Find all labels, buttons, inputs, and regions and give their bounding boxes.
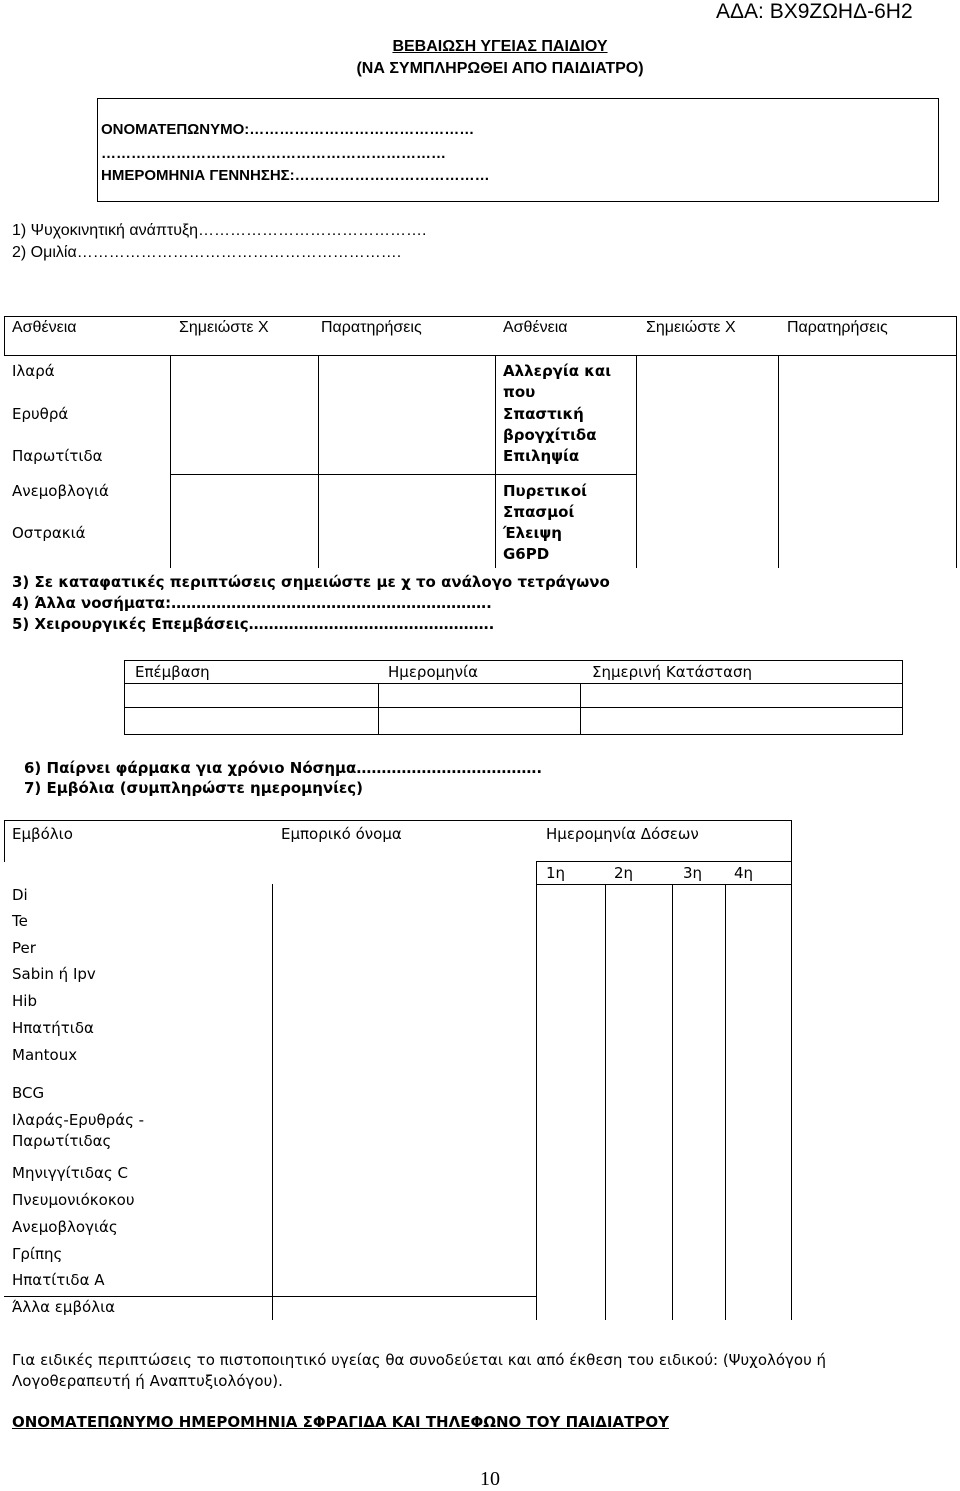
disease-chickenpox: Ανεμοβλογιά [12, 482, 109, 500]
disease-allergy: Αλλεργία και [503, 362, 612, 380]
pediatrician-signature-line: ΟΝΟΜΑΤΕΠΩΝΥΜΟ ΗΜΕΡΟΜΗΝΙΑ ΣΦΡΑΓΙΔΑ ΚΑΙ ΤΗΛΕΦΩΝΟ ΤΟΥ ΠΑΙΔΙΑΤΡΟΥ [12, 1413, 669, 1431]
page-number: 10 [480, 1468, 500, 1490]
disease-deficiency: Έλειψη [503, 524, 562, 542]
item-mark-instructions: 3) Σε καταφατικές περιπτώσεις σημειώστε με χ το ανάλογο τετράγωνο [12, 573, 610, 591]
title-line-2: (ΝΑ ΣΥΜΠΛΗΡΩΘΕΙ ΑΠΟ ΠΑΙΔΙΑΤΡΟ) [356, 60, 644, 77]
header-date: Ημερομηνία [388, 663, 479, 681]
header-vaccine: Εμβόλιο [12, 825, 73, 843]
disease-rubella: Ερυθρά [12, 405, 69, 423]
name-field[interactable]: ΟΝΟΜΑΤΕΠΩΝΥΜΟ:……………………………………… [101, 121, 475, 138]
header-current-status: Σημερινή Κατάσταση [592, 663, 752, 681]
vaccine-mmr-cont: Παρωτίτιδας [12, 1132, 112, 1150]
vaccine-di: Di [12, 886, 28, 904]
vaccine-te: Te [12, 912, 28, 930]
vaccine-hepatitis: Ηπατήτιδα [12, 1019, 94, 1037]
header-surgery: Επέμβαση [135, 663, 210, 681]
disease-allergy-cont: που [503, 383, 536, 401]
vaccine-mantoux: Mantoux [12, 1046, 78, 1064]
header-mark-x: Σημειώστε Χ [179, 319, 269, 336]
disease-seizures: Σπασμοί [503, 503, 575, 521]
disease-bronchitis: βρογχίτιδα [503, 426, 597, 444]
dose-4: 4η [734, 864, 754, 882]
header-observations-2: Παρατηρήσεις [787, 319, 888, 336]
disease-febrile: Πυρετικοί [503, 482, 587, 500]
vaccine-influenza: Γρίπης [12, 1245, 63, 1263]
header-disease-2: Ασθένεια [503, 319, 568, 336]
dose-2: 2η [614, 864, 634, 882]
vaccine-sabin-ipv: Sabin ή Ipv [12, 965, 96, 983]
item-chronic-medication: 6) Παίρνει φάρμακα για χρόνιο Νόσημα………………………………. [24, 759, 543, 777]
vaccine-per: Per [12, 939, 36, 957]
disease-g6pd: G6PD [503, 545, 550, 563]
header-brand-name: Εμπορικό όνομα [281, 825, 402, 843]
vaccine-mmr: Ιλαράς-Ερυθράς - [12, 1111, 145, 1129]
vaccine-varicella: Ανεμοβλογιάς [12, 1218, 118, 1236]
disease-mumps: Παρωτίτιδα [12, 447, 103, 465]
vaccine-other: Άλλα εμβόλια [12, 1298, 116, 1316]
header-observations: Παρατηρήσεις [321, 319, 422, 336]
name-field-continued[interactable]: …………………………………………………………… [101, 145, 446, 162]
disease-spastic: Σπαστική [503, 405, 584, 423]
header-dose-dates: Ημερομηνία Δόσεων [546, 825, 699, 843]
vaccine-bcg: BCG [12, 1084, 45, 1102]
dose-3: 3η [683, 864, 703, 882]
disease-measles: Ιλαρά [12, 362, 55, 380]
vaccine-hepatitis-a: Ηπατίτιδα Α [12, 1271, 105, 1289]
title-line-1: ΒΕΒΑΙΩΣΗ ΥΓΕΙΑΣ ΠΑΙΔΙΟΥ [392, 38, 608, 55]
item-vaccinations: 7) Εμβόλια (συμπληρώστε ημερομηνίες) [24, 779, 364, 797]
vaccine-meningitis-c: Μηνιγγίτιδας C [12, 1164, 128, 1182]
item-surgeries: 5) Χειρουργικές Επεμβάσεις…………………………………………. [12, 615, 495, 633]
specialist-note-line-2: Λογοθεραπευτή ή Αναπτυξιολόγου). [12, 1372, 283, 1390]
item-speech: 2) Ομιλία……………………………………………………. [12, 244, 402, 261]
dose-1: 1η [546, 864, 566, 882]
header-mark-x-2: Σημειώστε Χ [646, 319, 736, 336]
disease-scarlet-fever: Οστρακιά [12, 524, 86, 542]
disease-epilepsy: Επιληψία [503, 447, 580, 465]
specialist-note [12, 1351, 952, 1390]
item-psychomotor: 1) Ψυχοκινητική ανάπτυξη……………………………………. [12, 222, 427, 239]
ada-code: ΑΔΑ: ΒΧ9ΖΩΗΔ-6Η2 [716, 0, 913, 23]
specialist-note-line-1: Για ειδικές περιπτώσεις το πιστοποιητικό υγείας θα συνοδεύεται και από έκθεση του ειδικού: (Ψυχολόγου ή [12, 1351, 827, 1369]
vaccine-hib: Hib [12, 992, 37, 1010]
date-of-birth-field[interactable]: ΗΜΕΡΟΜΗΝΙΑ ΓΕΝΝΗΣΗΣ:………………………………… [101, 167, 490, 184]
header-disease: Ασθένεια [12, 319, 77, 336]
vaccine-pneumococcal: Πνευμονιόκοκου [12, 1191, 135, 1209]
item-other-diseases: 4) Άλλα νοσήματα:………………………………………………………. [12, 594, 492, 612]
